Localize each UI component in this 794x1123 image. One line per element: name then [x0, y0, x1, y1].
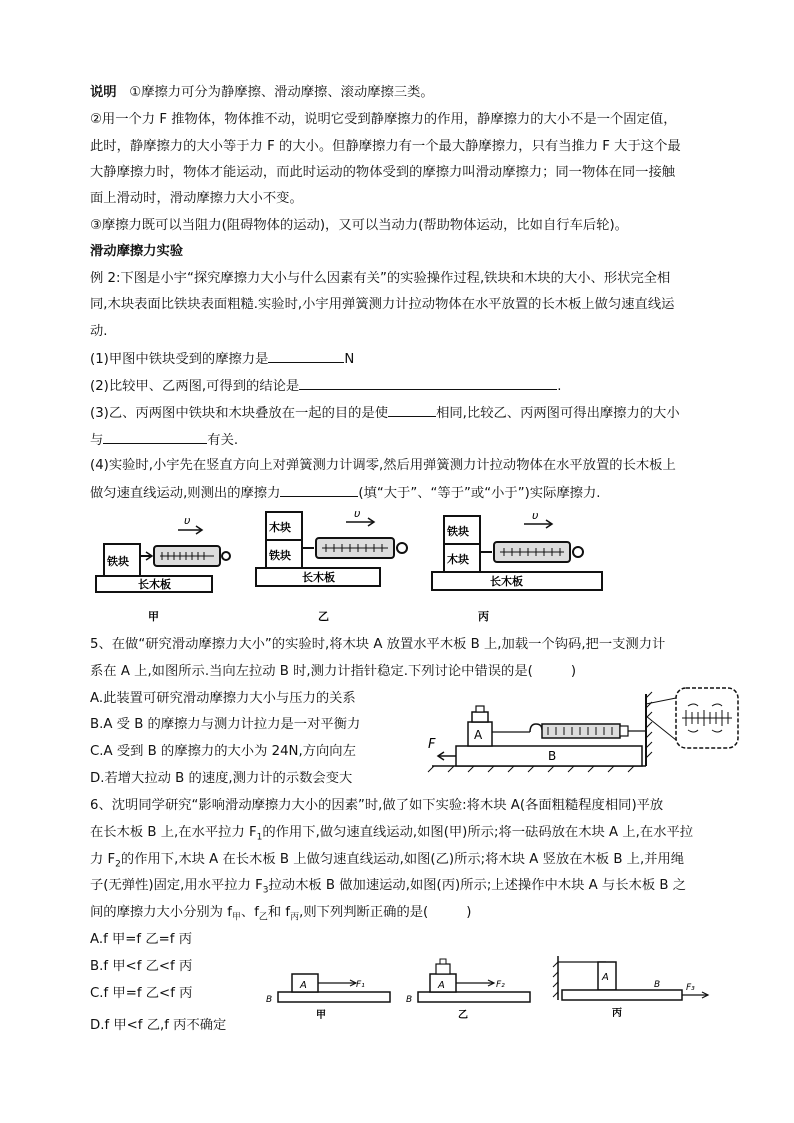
q6-l5-d: ,则下列判断正确的是( [299, 905, 429, 920]
q6-bing-f3-label: F₃ [686, 983, 695, 993]
q4-answer-blank[interactable] [280, 483, 358, 497]
q5-hook-weight [472, 712, 488, 722]
q6-yi-a-label: A [438, 980, 445, 991]
q6-l5-sub-1: 甲 [231, 912, 241, 923]
q3-answer-blank-2[interactable] [103, 430, 207, 444]
ex2-question-1 [90, 349, 354, 369]
ex2-stem-line-3: 动. [90, 324, 108, 339]
bing-board-label: 长木板 [490, 575, 523, 588]
ex2-question-3-line-1 [90, 403, 680, 423]
q5-board-b-label: B [548, 749, 557, 763]
q6-paren-close: ) [466, 905, 472, 920]
q6-yi-f2-label: F₂ [496, 980, 505, 990]
yi-velocity-label: υ [354, 508, 361, 520]
yi-wood-label: 木块 [269, 521, 291, 534]
ex2-question-4-line-1: (4)实验时,小宇先在竖直方向上对弹簧测力计调零,然后用弹簧测力计拉动物体在水平放置的长木板上 [90, 458, 676, 473]
q1-answer-blank[interactable] [268, 349, 344, 363]
q6-bing-b-label: B [654, 980, 661, 990]
ex2-question-3-line-2 [90, 430, 238, 450]
q6-figure [262, 954, 722, 1026]
figure-jia [96, 514, 230, 623]
q6-option-b: B.f 甲<f 乙<f 丙 [90, 959, 193, 974]
q5-option-a: A.此装置可研究滑动摩擦力大小与压力的关系 [90, 691, 356, 706]
q6-figure-bing [553, 956, 708, 1019]
q6-bing-a-label: A [602, 972, 609, 983]
q2-text: (2)比较甲、乙两图,可得到的结论是 [90, 379, 300, 394]
q6-stem-line-4 [90, 877, 686, 900]
note-point-2-line-3: 大静摩擦力时，物体才能运动，而此时运动的物体受到的摩擦力叫滑动摩擦力；同一物体在同一接触 [90, 165, 676, 180]
q5-option-b: B.A 受 B 的摩擦力与测力计拉力是一对平衡力 [90, 717, 361, 732]
q6-stem-line-2 [90, 824, 693, 847]
ex2-figure [92, 508, 612, 628]
q6-yi-caption: 乙 [458, 1010, 468, 1021]
q5-force-f-label: F [428, 737, 436, 752]
q6-l4-sub: 3 [262, 885, 269, 896]
bing-velocity-label: υ [532, 509, 539, 522]
q6-l5-sub-3: 丙 [290, 912, 300, 923]
yi-board-label: 长木板 [302, 571, 335, 584]
q6-l2-sub: 1 [256, 832, 263, 843]
bing-wood-label: 木块 [447, 553, 469, 566]
q1-text: (1)甲图中铁块受到的摩擦力是 [90, 352, 269, 367]
q2-answer-blank[interactable] [299, 376, 557, 390]
q6-l3-a: 力 F [90, 852, 116, 867]
ex2-question-2 [90, 376, 561, 396]
q6-yi-weight [436, 964, 450, 974]
q6-yi-b-label: B [406, 995, 413, 1005]
q6-figure-jia [266, 974, 390, 1021]
q3-text-b: 相同,比较乙、丙两图可得出摩擦力的大小 [436, 406, 680, 421]
ex2-stem-line-1: 例 2:下图是小宇“探究摩擦力大小与什么因素有关”的实验操作过程,铁块和木块的大小、形状完全相 [90, 271, 671, 286]
figure-yi [256, 508, 407, 623]
note-point-2-line-4: 面上滑动时，滑动摩擦力大小不变。 [90, 191, 303, 206]
q6-l3-b: 的作用下,木块 A 在长木板 B 上做匀速直线运动,如图(乙)所示;将木块 A 竖放在木板 B 上,并用绳 [120, 852, 685, 867]
yi-iron-label: 铁块 [269, 549, 291, 562]
q6-bing-caption: 丙 [612, 1008, 622, 1019]
section-title: 滑动摩擦力实验 [90, 244, 184, 259]
figure-bing [432, 509, 602, 623]
q3-text-c: 与 [90, 433, 104, 448]
q6-stem-line-3 [90, 851, 684, 874]
q6-l2-b: 的作用下,做匀速直线运动,如图(甲)所示;将一砝码放在木块 A 上,在水平拉 [262, 825, 694, 840]
q6-l5-c: 和 f [267, 905, 291, 920]
q5-spring-scale [542, 724, 620, 738]
q5-stem-line-1: 5、在做“研究滑动摩擦力大小”的实验时,将木块 A 放置水平木板 B 上,加载一个钩码,把一支测力计 [90, 637, 666, 652]
yi-caption: 乙 [318, 610, 329, 623]
q6-jia-b-label: B [266, 995, 273, 1005]
q6-stem-line-1: 6、沈明同学研究“影响滑动摩擦力大小的因素”时,做了如下实验:将木块 A(各面粗糙程度相同)平放 [90, 798, 664, 813]
q6-jia-a-label: A [300, 980, 307, 991]
jia-velocity-label: υ [184, 514, 191, 527]
ex2-stem-line-2: 同,木块表面比铁块表面粗糙.实验时,小宇用弹簧测力计拉动物体在水平放置的长木板上做匀速直线运 [90, 297, 675, 312]
note-point-3: ③摩擦力既可以当阻力(阻碍物体的运动)，又可以当动力(帮助物体运动，比如自行车后轮)。 [90, 218, 628, 233]
q5-stem-line-2 [90, 663, 576, 681]
q6-option-c: C.f 甲=f 乙<f 丙 [90, 986, 193, 1001]
q4-text-b: (填“大于”、“等于”或“小于”)实际摩擦力. [358, 486, 601, 501]
note-point-2-line-2: 此时，静摩擦力的大小等于力 F 的大小。但静摩擦力有一个最大静摩擦力，只有当推力 F 大于这个最 [90, 139, 681, 154]
q3-answer-blank-1[interactable] [388, 403, 436, 417]
bing-iron-label: 铁块 [447, 525, 469, 538]
q6-l4-b: 拉动木板 B 做加速运动,如图(丙)所示;上述操作中木块 A 与长木板 B 之 [268, 878, 686, 893]
q6-stem-line-5 [90, 904, 471, 927]
q6-l4-a: 子(无弹性)固定,用水平拉力 F [90, 878, 263, 893]
q6-l5-a: 间的摩擦力大小分别为 f [90, 905, 232, 920]
q1-unit: N [344, 352, 355, 367]
q6-jia-caption: 甲 [316, 1010, 326, 1021]
q6-l5-b: 、f [240, 905, 259, 920]
jia-iron-label: 铁块 [107, 555, 129, 568]
q6-jia-f1-label: F₁ [356, 980, 365, 990]
q6-l3-sub: 2 [115, 859, 121, 870]
q5-stem-text: 系在 A 上,如图所示.当向左拉动 B 时,测力计指针稳定.下列讨论中错误的是( [90, 664, 533, 679]
q2-period: . [557, 379, 562, 394]
q5-paren-close: ) [570, 664, 577, 679]
q3-text-a: (3)乙、丙两图中铁块和木块叠放在一起的目的是使 [90, 406, 389, 421]
note-point-2-line-1: ②用一个力 F 推物体，物体推不动，说明它受到静摩擦力的作用，静摩擦力的大小不是一个固定值， [90, 112, 677, 127]
q5-option-c: C.A 受到 B 的摩擦力的大小为 24N,方向向左 [90, 744, 356, 759]
q6-figure-yi [406, 959, 530, 1021]
note-point-1: ①摩擦力可分为静摩擦、滑动摩擦、滚动摩擦三类。 [129, 85, 434, 100]
note-heading: 说明 [90, 85, 117, 100]
ex2-question-4-line-2 [90, 483, 600, 503]
note-line-1 [90, 84, 434, 102]
bing-caption: 丙 [478, 610, 489, 623]
jia-board-label: 长木板 [138, 578, 171, 591]
q5-figure [420, 684, 740, 774]
q6-option-d: D.f 甲<f 乙,f 丙不确定 [90, 1018, 227, 1033]
q4-text-a: 做匀速直线运动,则测出的摩擦力 [90, 486, 281, 501]
q6-l2-a: 在长木板 B 上,在水平拉力 F [90, 825, 257, 840]
q5-block-a-label: A [474, 728, 483, 742]
q3-text-d: 有关. [207, 433, 239, 448]
q5-option-d: D.若增大拉动 B 的速度,测力计的示数会变大 [90, 771, 353, 786]
q6-l5-sub-2: 乙 [258, 912, 268, 923]
q6-option-a: A.f 甲=f 乙=f 丙 [90, 932, 192, 947]
jia-caption: 甲 [148, 610, 159, 623]
